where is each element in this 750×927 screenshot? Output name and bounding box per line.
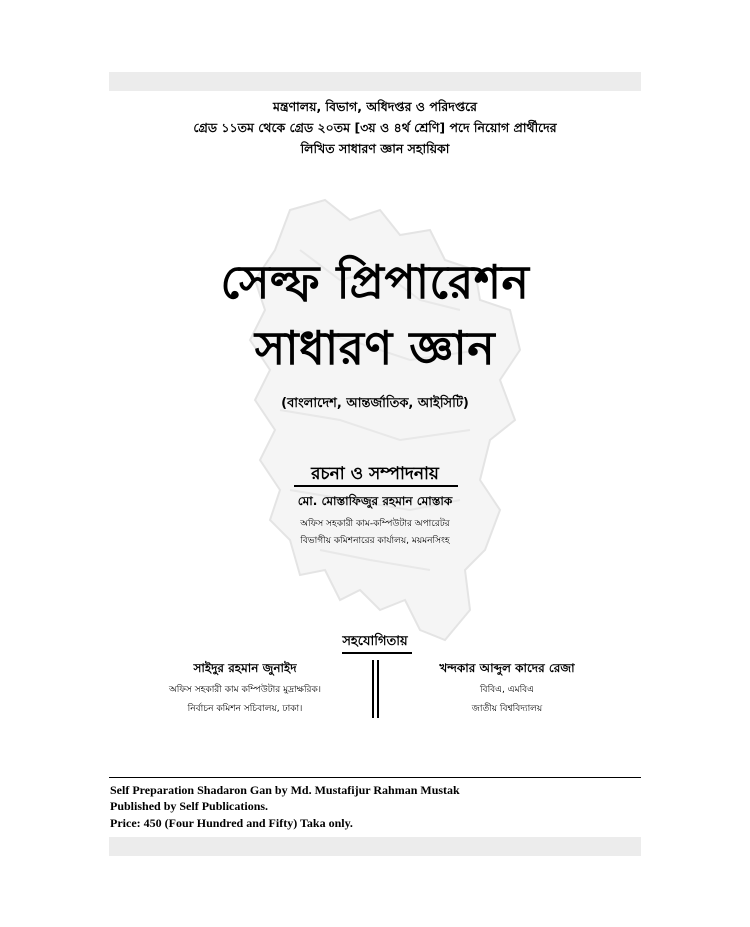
bottom-gray-band — [109, 837, 641, 856]
header-line-1: মন্ত্রণালয়, বিভাগ, অধিদপ্তর ও পরিদপ্তরে — [272, 99, 478, 114]
collaborator-right — [392, 660, 622, 730]
footer-line-2: Published by Self Publications. — [110, 799, 269, 813]
header-line-2: গ্রেড ১১তম থেকে গ্রেড ২০তম [৩য় ও ৪র্থ শ্রেণি] পদে নিয়োগ প্রার্থীদের — [193, 120, 557, 135]
collaborator-right-degree: বিবিএ, এমবিএ — [479, 685, 534, 695]
author-office: বিভাগীয় কমিশনারের কার্যালয়, ময়মনসিংহ — [300, 536, 450, 546]
author-section-heading: রচনা ও সম্পাদনায় — [311, 464, 439, 484]
collaboration-heading-underline — [342, 652, 412, 654]
collaborator-divider-right — [377, 660, 379, 718]
footer-rule — [109, 777, 641, 778]
collaborator-left-office: নির্বাচন কমিশন সচিবালয়, ঢাকা। — [187, 704, 303, 714]
book-scope: (বাংলাদেশ, আন্তর্জাতিক, আইসিটি) — [281, 396, 469, 411]
collaborator-right-institution: জাতীয় বিশ্ববিদ্যালয় — [471, 704, 543, 714]
collaborator-left-role: অফিস সহকারী কাম কম্পিউটার মুদ্রাক্ষরিক। — [168, 685, 322, 695]
top-gray-band — [109, 72, 641, 91]
footer-line-3: Price: 450 (Four Hundred and Fifty) Taka only. — [110, 816, 353, 830]
collaborator-divider-left — [372, 660, 374, 718]
author-name: মো. মোস্তাফিজুর রহমান মোস্তাক — [297, 494, 453, 508]
author-heading-underline — [294, 485, 458, 487]
book-title-line-1: সেল্ফ প্রিপারেশন — [220, 255, 530, 309]
header-line-3: লিখিত সাধারণ জ্ঞান সহায়িকা — [300, 141, 450, 156]
collaboration-heading: সহযোগিতায় — [342, 634, 408, 649]
author-role: অফিস সহকারী কাম-কম্পিউটার অপারেটর — [300, 519, 450, 529]
footer-line-1: Self Preparation Shadaron Gan by Md. Mustafijur Rahman Mustak — [110, 783, 460, 797]
collaborator-left-name: সাইদুর রহমান জুনাইদ — [193, 661, 297, 675]
book-title-line-2: সাধারণ জ্ঞান — [254, 321, 496, 375]
collaborator-right-name: খন্দকার আব্দুল কাদের রেজা — [439, 661, 575, 675]
collaborator-left — [130, 660, 360, 730]
